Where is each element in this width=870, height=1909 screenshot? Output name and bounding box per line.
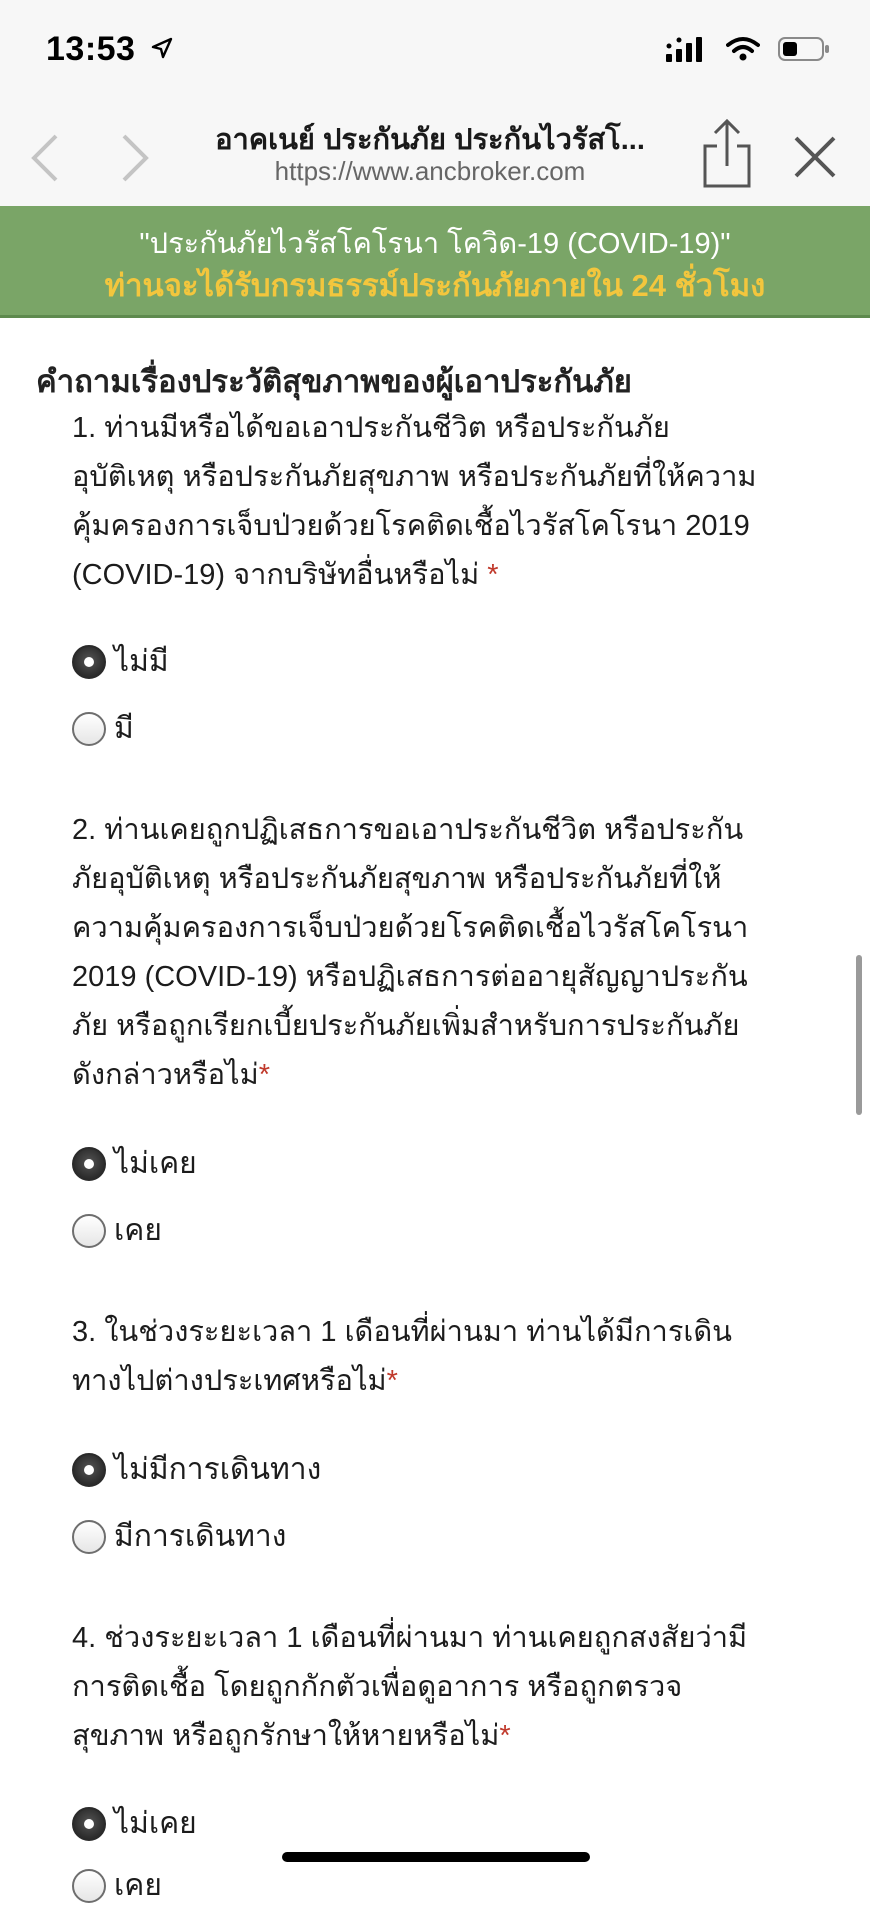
required-mark: * — [487, 559, 499, 591]
option-label[interactable]: ไม่เคย — [114, 1807, 197, 1840]
option-label[interactable]: เคย — [114, 1869, 162, 1902]
home-indicator[interactable] — [282, 1852, 590, 1862]
url-text[interactable]: https://www.ancbroker.com — [274, 156, 586, 186]
q2-option-never[interactable] — [72, 1140, 197, 1187]
question-3 — [72, 1308, 802, 1406]
back-arrow-icon[interactable] — [24, 132, 70, 184]
radio-button[interactable] — [72, 1869, 106, 1903]
q4-option-ever[interactable] — [72, 1862, 162, 1909]
radio-button-selected[interactable] — [72, 1807, 106, 1841]
battery-icon — [778, 36, 830, 66]
question-4-line-2: การติดเชื้อ โดยถูกกักตัวเพื่อดูอาการ หรือถูกตรวจ — [72, 1671, 683, 1703]
question-3-line-1: 3. ในช่วงระยะเวลา 1 เดือนที่ผ่านมา ท่านได้มีการเดิน — [72, 1316, 732, 1348]
question-2-line-1: 2. ท่านเคยถูกปฏิเสธการขอเอาประกันชีวิต หรือประกัน — [72, 814, 744, 846]
option-label[interactable]: เคย — [114, 1214, 162, 1247]
question-1-line-3: คุ้มครองการเจ็บป่วยด้วยโรคติดเชื้อไวรัสโคโรนา 2019 — [72, 510, 750, 542]
question-1-line-2: อุบัติเหตุ หรือประกันภัยสุขภาพ หรือประกันภัยที่ให้ความ — [72, 461, 757, 493]
status-time: 13:53 — [46, 30, 136, 68]
required-mark: * — [499, 1720, 511, 1752]
q4-option-never[interactable] — [72, 1800, 197, 1847]
q3-option-no-travel[interactable] — [72, 1446, 321, 1493]
banner-title: "ประกันภัยไวรัสโคโรนา โควิด-19 (COVID-19)" — [139, 228, 731, 260]
question-4-line-1: 4. ช่วงระยะเวลา 1 เดือนที่ผ่านมา ท่านเคยถูกสงสัยว่ามี — [72, 1622, 748, 1654]
question-2-line-6: ดังกล่าวหรือไม่ — [72, 1059, 259, 1091]
option-label[interactable]: มีการเดินทาง — [114, 1520, 287, 1553]
question-1 — [72, 404, 802, 600]
banner-subtitle: ท่านจะได้รับกรมธรรม์ประกันภัยภายใน 24 ชั่วโมง — [104, 268, 766, 303]
question-2 — [72, 806, 802, 1100]
radio-button-selected[interactable] — [72, 1147, 106, 1181]
option-label[interactable]: ไม่มีการเดินทาง — [114, 1453, 322, 1486]
cellular-signal-icon — [666, 36, 708, 66]
q2-option-ever[interactable] — [72, 1207, 162, 1254]
question-2-line-4: 2019 (COVID-19) หรือปฏิเสธการต่ออายุสัญญาประกัน — [72, 961, 748, 993]
option-label[interactable]: ไม่มี — [114, 645, 169, 678]
question-4-line-3: สุขภาพ หรือถูกรักษาให้หายหรือไม่ — [72, 1720, 500, 1752]
question-2-line-2: ภัยอุบัติเหตุ หรือประกันภัยสุขภาพ หรือประกันภัยที่ให้ — [72, 863, 722, 895]
form-title: คำถามเรื่องประวัติสุขภาพของผู้เอาประกันภัย — [36, 364, 632, 399]
option-label[interactable]: ไม่เคย — [114, 1147, 197, 1180]
browser-toolbar — [0, 110, 870, 206]
q3-option-travel[interactable] — [72, 1513, 286, 1560]
question-4 — [72, 1614, 802, 1761]
question-3-line-2: ทางไปต่างประเทศหรือไม่ — [72, 1365, 387, 1397]
share-icon[interactable] — [700, 118, 754, 190]
promo-banner — [0, 206, 870, 318]
required-mark: * — [258, 1059, 270, 1091]
radio-button[interactable] — [72, 1214, 106, 1248]
location-arrow-icon — [150, 36, 174, 64]
page-title[interactable]: อาคเนย์ ประกันภัย ประกันไวรัสโ... — [215, 124, 645, 156]
wifi-icon — [726, 36, 760, 66]
status-bar — [0, 0, 870, 110]
radio-button[interactable] — [72, 712, 106, 746]
option-label[interactable]: มี — [114, 712, 134, 745]
question-2-line-3: ความคุ้มครองการเจ็บป่วยด้วยโรคติดเชื้อไวรัสโคโรนา — [72, 912, 749, 944]
close-icon[interactable] — [792, 134, 838, 180]
forward-arrow-icon[interactable] — [112, 132, 158, 184]
q1-option-no[interactable] — [72, 638, 169, 685]
required-mark: * — [386, 1365, 398, 1397]
radio-button-selected[interactable] — [72, 645, 106, 679]
question-2-line-5: ภัย หรือถูกเรียกเบี้ยประกันภัยเพิ่มสำหรับการประกันภัย — [72, 1010, 740, 1042]
question-1-line-4: (COVID-19) จากบริษัทอื่นหรือไม่ — [72, 559, 488, 591]
radio-button-selected[interactable] — [72, 1453, 106, 1487]
radio-button[interactable] — [72, 1520, 106, 1554]
q1-option-yes[interactable] — [72, 705, 134, 752]
question-1-line-1: 1. ท่านมีหรือได้ขอเอาประกันชีวิต หรือประกันภัย — [72, 412, 670, 444]
scrollbar[interactable] — [856, 955, 862, 1115]
